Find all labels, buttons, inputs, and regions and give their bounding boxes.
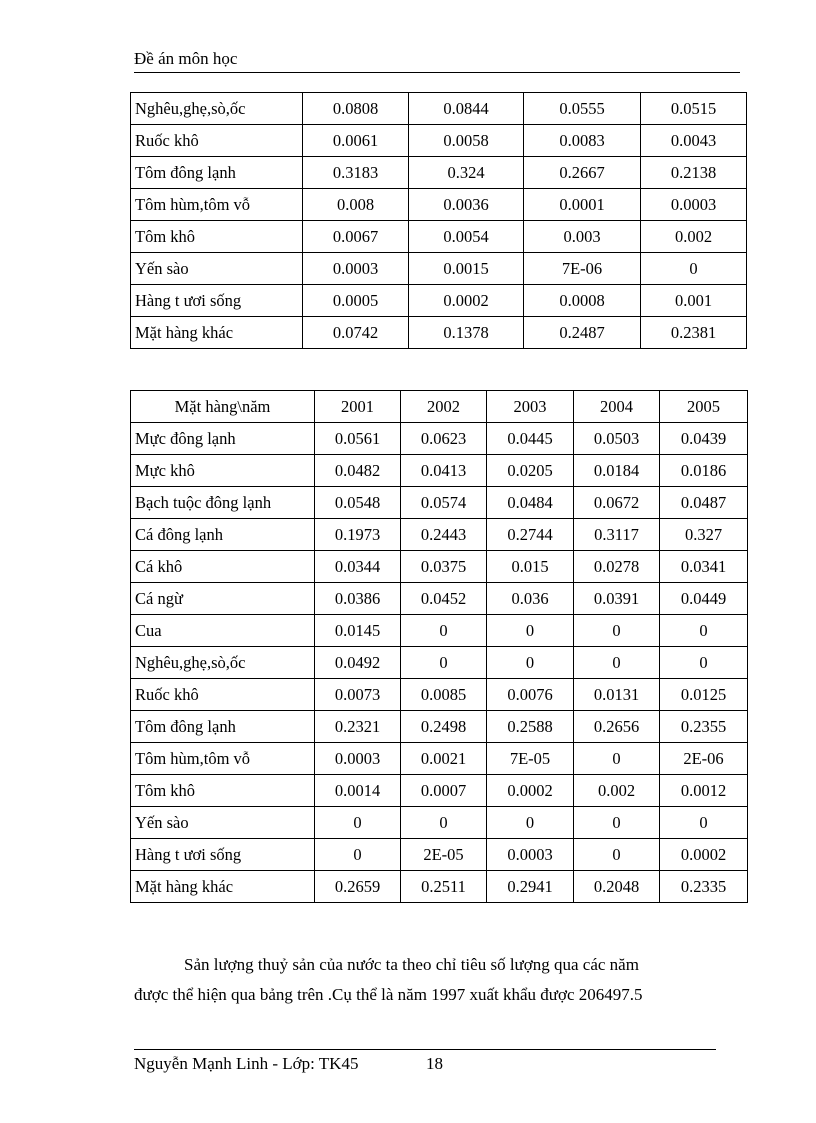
table-cell: 0.0073 [315,679,401,711]
footer-author: Nguyễn Mạnh Linh - Lớp: TK45 [134,1054,359,1073]
table-cell: 0.002 [574,775,660,807]
page-number: 18 [426,1054,443,1073]
table-cell: 0 [574,615,660,647]
table-cell: 0.0808 [303,93,409,125]
table-cell: 0.0445 [487,423,574,455]
header-title: Đề án môn học [134,49,238,68]
row-label: Mực khô [131,455,315,487]
table-cell: 0.0012 [660,775,748,807]
column-header: 2005 [660,391,748,423]
table-cell: 0.2659 [315,871,401,903]
table-cell: 0 [660,807,748,839]
table-cell: 0.2335 [660,871,748,903]
table-cell: 0.0061 [303,125,409,157]
table-cell: 0.002 [641,221,747,253]
table-row [131,647,748,679]
table-row [131,615,748,647]
table-cell: 0.2138 [641,157,747,189]
table-cell: 0.0515 [641,93,747,125]
table-header-row [131,391,748,423]
table-cell: 0.0413 [401,455,487,487]
table-cell: 0.0014 [315,775,401,807]
table-cell: 0.0341 [660,551,748,583]
table-cell: 0.0449 [660,583,748,615]
table-cell: 0.0067 [303,221,409,253]
table-row [131,317,747,349]
row-label: Yến sào [131,807,315,839]
table-cell: 0.0375 [401,551,487,583]
table-cell: 0.2744 [487,519,574,551]
row-label: Cá đông lạnh [131,519,315,551]
table-row [131,839,748,871]
export-share-table-continued [130,92,747,349]
row-label: Ruốc khô [131,679,315,711]
table-row [131,423,748,455]
table-cell: 0 [574,807,660,839]
table-cell: 0.0278 [574,551,660,583]
table-cell: 0.0002 [660,839,748,871]
row-label: Tôm đông lạnh [131,711,315,743]
table-row [131,285,747,317]
table-cell: 0 [641,253,747,285]
table-cell: 0 [487,807,574,839]
table-cell: 0.2321 [315,711,401,743]
table-cell: 0.0003 [315,743,401,775]
table-cell: 2E-06 [660,743,748,775]
table-cell: 0.0036 [409,189,524,221]
table-cell: 0.0125 [660,679,748,711]
table-cell: 0.0503 [574,423,660,455]
table-cell: 0.0145 [315,615,401,647]
table-cell: 0.0574 [401,487,487,519]
column-header: Mặt hàng\năm [131,391,315,423]
table-row [131,519,748,551]
table-cell: 0.001 [641,285,747,317]
row-label: Nghêu,ghẹ,sò,ốc [131,93,303,125]
table-cell: 0.2656 [574,711,660,743]
table-cell: 0.0003 [303,253,409,285]
table-cell: 0.0452 [401,583,487,615]
row-label: Tôm khô [131,221,303,253]
row-label: Cá ngừ [131,583,315,615]
table-cell: 0.008 [303,189,409,221]
page-header [134,48,740,73]
table-cell: 0.0015 [409,253,524,285]
table-cell: 0.2355 [660,711,748,743]
table-cell: 0 [401,615,487,647]
table-row [131,125,747,157]
footer-divider [134,1049,716,1050]
table-row [131,711,748,743]
table-cell: 0.2667 [524,157,641,189]
row-label: Hàng t ươi sống [131,839,315,871]
row-label: Cua [131,615,315,647]
row-label: Mực đông lạnh [131,423,315,455]
table-row [131,487,748,519]
table-cell: 0 [574,647,660,679]
table-cell: 0.2048 [574,871,660,903]
column-header: 2004 [574,391,660,423]
table-row [131,775,748,807]
table-cell: 7E-06 [524,253,641,285]
table-cell: 0.0002 [409,285,524,317]
table-cell: 0.0085 [401,679,487,711]
table-cell: 0 [660,615,748,647]
table-cell: 0 [487,647,574,679]
table-cell: 0.0672 [574,487,660,519]
row-label: Tôm đông lạnh [131,157,303,189]
table-row [131,743,748,775]
table-cell: 0.0003 [641,189,747,221]
table-cell: 0.327 [660,519,748,551]
table-cell: 0.0007 [401,775,487,807]
table-row [131,189,747,221]
table-row [131,679,748,711]
row-label: Bạch tuộc đông lạnh [131,487,315,519]
row-label: Tôm hùm,tôm vỗ [131,743,315,775]
table-row [131,583,748,615]
table-cell: 0.0003 [487,839,574,871]
table-cell: 0.324 [409,157,524,189]
table-cell: 0.0002 [487,775,574,807]
table-cell: 0.0184 [574,455,660,487]
table-cell: 0 [315,839,401,871]
table-cell: 0.0391 [574,583,660,615]
row-label: Tôm khô [131,775,315,807]
table-cell: 7E-05 [487,743,574,775]
table-cell: 0.1378 [409,317,524,349]
table-row [131,871,748,903]
row-label: Cá khô [131,551,315,583]
table-cell: 0 [574,743,660,775]
body-paragraph [134,950,739,1010]
table-cell: 0 [401,807,487,839]
column-header: 2001 [315,391,401,423]
table-cell: 0.0076 [487,679,574,711]
table-cell: 0.0083 [524,125,641,157]
column-header: 2002 [401,391,487,423]
export-share-table-2001-2005 [130,390,748,903]
table-cell: 0.0555 [524,93,641,125]
table-row [131,807,748,839]
table-cell: 0 [574,839,660,871]
table-cell: 0.0386 [315,583,401,615]
row-label: Mặt hàng khác [131,317,303,349]
table-cell: 0.0008 [524,285,641,317]
table-cell: 0.3117 [574,519,660,551]
table-cell: 0.0054 [409,221,524,253]
table-cell: 0 [487,615,574,647]
table-cell: 0.0548 [315,487,401,519]
paragraph-line-2: được thể hiện qua bảng trên .Cụ thể là năm 1997 xuất khẩu được 206497.5 [134,985,643,1004]
table-row [131,221,747,253]
table-cell: 0.0561 [315,423,401,455]
table-cell: 0.2443 [401,519,487,551]
table-cell: 0.0344 [315,551,401,583]
table-cell: 0.0439 [660,423,748,455]
row-label: Yến sào [131,253,303,285]
table-row [131,253,747,285]
table-cell: 0.2498 [401,711,487,743]
table-cell: 0.0186 [660,455,748,487]
table-cell: 0.2487 [524,317,641,349]
row-label: Hàng t ươi sống [131,285,303,317]
table-row [131,93,747,125]
table-cell: 0.1973 [315,519,401,551]
table-row [131,455,748,487]
table-row [131,551,748,583]
table-cell: 0.3183 [303,157,409,189]
table-cell: 0.0742 [303,317,409,349]
table-cell: 0.0487 [660,487,748,519]
column-header: 2003 [487,391,574,423]
row-label: Ruốc khô [131,125,303,157]
table-cell: 0.0021 [401,743,487,775]
row-label: Tôm hùm,tôm vỗ [131,189,303,221]
table-cell: 0.0844 [409,93,524,125]
table-cell: 0.0005 [303,285,409,317]
table-cell: 0.036 [487,583,574,615]
table-cell: 0.003 [524,221,641,253]
row-label: Mặt hàng khác [131,871,315,903]
table-cell: 2E-05 [401,839,487,871]
table-cell: 0 [660,647,748,679]
table-cell: 0.0131 [574,679,660,711]
table-cell: 0.2381 [641,317,747,349]
table-cell: 0.0492 [315,647,401,679]
table-cell: 0 [315,807,401,839]
table-cell: 0.015 [487,551,574,583]
table-cell: 0 [401,647,487,679]
table-cell: 0.0058 [409,125,524,157]
table-cell: 0.2588 [487,711,574,743]
table-cell: 0.0484 [487,487,574,519]
table-cell: 0.0205 [487,455,574,487]
row-label: Nghêu,ghẹ,sò,ốc [131,647,315,679]
table-cell: 0.0482 [315,455,401,487]
paragraph-line-1: Sản lượng thuỷ sản của nước ta theo chỉ tiêu số lượng qua các năm [184,955,639,974]
table-cell: 0.0623 [401,423,487,455]
table-cell: 0.0001 [524,189,641,221]
table-cell: 0.2941 [487,871,574,903]
table-cell: 0.2511 [401,871,487,903]
table-row [131,157,747,189]
table-cell: 0.0043 [641,125,747,157]
